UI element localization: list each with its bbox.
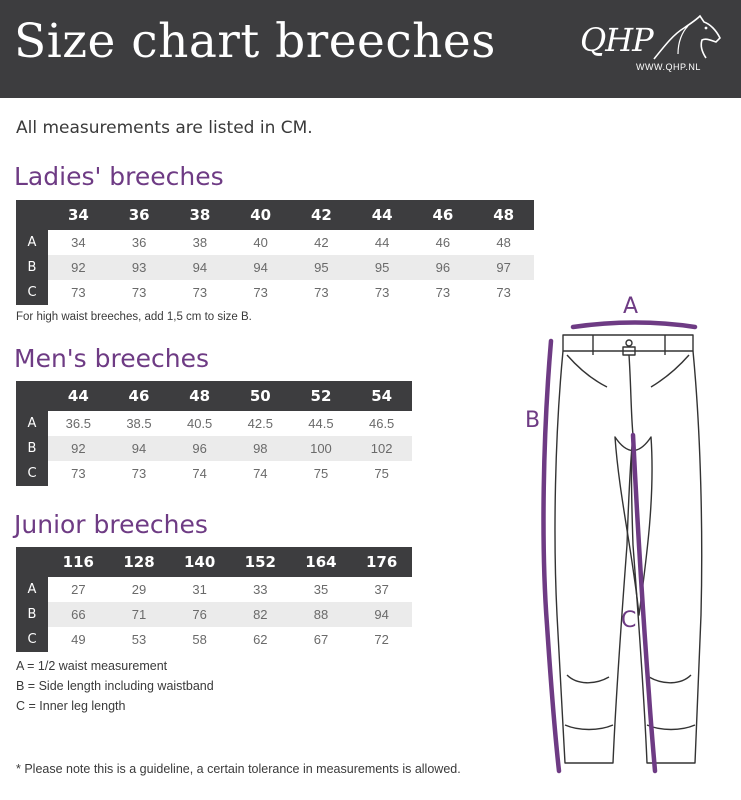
belt-loops bbox=[593, 335, 665, 355]
page-title: Size chart breeches bbox=[14, 14, 496, 69]
high-waist-note: For high waist breeches, add 1,5 cm to size B. bbox=[16, 311, 252, 323]
measurement-cell: 75 bbox=[374, 466, 389, 481]
measurement-cell: 73 bbox=[374, 285, 390, 300]
measurement-row-a bbox=[16, 577, 412, 602]
measurement-row-c bbox=[16, 461, 412, 486]
measurement-cell: 62 bbox=[253, 632, 268, 647]
corner-cell bbox=[16, 381, 48, 411]
measurement-cell: 42 bbox=[314, 235, 329, 250]
tolerance-disclaimer: * Please note this is a guideline, a certain tolerance in measurements is allowed. bbox=[16, 762, 461, 776]
measurement-cell: 74 bbox=[192, 466, 207, 481]
size-header-cell: 44 bbox=[352, 200, 413, 230]
horse-head-icon bbox=[644, 14, 724, 64]
measurement-row-b bbox=[16, 602, 412, 627]
row-label: A bbox=[16, 577, 48, 602]
fly-stitch bbox=[629, 355, 633, 435]
size-header-row bbox=[16, 200, 534, 230]
measurement-row-a bbox=[16, 411, 412, 436]
row-label: C bbox=[16, 627, 48, 652]
measurement-cell: 96 bbox=[169, 436, 230, 461]
measurement-cell: 75 bbox=[313, 466, 329, 481]
measure-b-line bbox=[544, 341, 559, 771]
measurement-cell: 94 bbox=[230, 255, 291, 280]
waist-button bbox=[626, 340, 632, 346]
measurement-cell: 27 bbox=[71, 582, 86, 597]
measurement-cell: 73 bbox=[71, 466, 86, 481]
breeches-illustration bbox=[515, 285, 725, 780]
logo-url: WWW.QHP.NL bbox=[636, 62, 701, 72]
legend-item-c: C = Inner leg length bbox=[16, 699, 126, 713]
measurement-cell: 38 bbox=[192, 235, 208, 250]
mens-size-table bbox=[16, 381, 412, 486]
measurement-cell: 71 bbox=[109, 602, 170, 627]
measurement-cell: 36.5 bbox=[65, 416, 91, 431]
size-header-row bbox=[16, 381, 412, 411]
measurement-cell: 94 bbox=[109, 436, 170, 461]
measurement-cell: 93 bbox=[109, 255, 170, 280]
measurement-cell: 95 bbox=[352, 255, 413, 280]
left-pocket bbox=[567, 355, 607, 387]
qhp-logo bbox=[574, 14, 724, 78]
size-header-cell: 38 bbox=[170, 200, 231, 230]
measurement-row-b bbox=[16, 436, 412, 461]
measurement-cell: 58 bbox=[192, 632, 207, 647]
intro-text: All measurements are listed in CM. bbox=[16, 118, 313, 138]
size-header-cell: 50 bbox=[230, 381, 291, 411]
measure-a-label: A bbox=[623, 294, 639, 319]
measurement-cell: 46 bbox=[435, 235, 451, 250]
left-leg-outline bbox=[555, 351, 633, 763]
measurement-cell: 73 bbox=[253, 285, 268, 300]
measurement-cell: 38.5 bbox=[126, 416, 152, 431]
measurement-cell: 76 bbox=[169, 602, 230, 627]
measurement-cell: 88 bbox=[291, 602, 352, 627]
measurement-row-a bbox=[16, 230, 534, 255]
size-header-cell: 140 bbox=[169, 547, 230, 577]
measurement-row-b bbox=[16, 255, 534, 280]
size-header-cell: 48 bbox=[473, 200, 534, 230]
measurement-cell: 49 bbox=[71, 632, 86, 647]
right-pocket bbox=[651, 355, 689, 387]
measurement-cell: 37 bbox=[374, 582, 389, 597]
measurement-cell: 42.5 bbox=[247, 416, 273, 431]
size-header-cell: 46 bbox=[413, 200, 474, 230]
measurement-cell: 44 bbox=[374, 235, 390, 250]
measurement-cell: 53 bbox=[131, 632, 147, 647]
row-label: A bbox=[16, 230, 48, 255]
measurement-cell: 97 bbox=[473, 255, 534, 280]
right-leg-outline bbox=[632, 351, 702, 763]
measurement-cell: 72 bbox=[374, 632, 389, 647]
measurement-cell: 94 bbox=[351, 602, 412, 627]
mens-title: Men's breeches bbox=[14, 344, 209, 373]
size-header-cell: 46 bbox=[109, 381, 170, 411]
calf-seam-left bbox=[567, 675, 609, 683]
row-label: B bbox=[16, 436, 48, 461]
cuff-right bbox=[647, 725, 695, 730]
calf-seam-right bbox=[649, 675, 691, 683]
measurement-row-c bbox=[16, 280, 534, 305]
size-header-cell: 176 bbox=[351, 547, 412, 577]
measurement-cell: 82 bbox=[230, 602, 291, 627]
measure-a-line bbox=[573, 323, 695, 328]
junior-size-table bbox=[16, 547, 412, 652]
measurement-cell: 40.5 bbox=[186, 416, 213, 431]
corner-cell bbox=[16, 547, 48, 577]
logo-text: QHP bbox=[580, 21, 653, 59]
size-header-row bbox=[16, 547, 412, 577]
measurement-legend bbox=[16, 656, 214, 716]
size-header-cell: 52 bbox=[291, 381, 352, 411]
size-header-cell: 44 bbox=[48, 381, 109, 411]
size-header-cell: 54 bbox=[351, 381, 412, 411]
row-label: B bbox=[16, 255, 48, 280]
measurement-cell: 67 bbox=[313, 632, 329, 647]
measurement-cell: 34 bbox=[71, 235, 86, 250]
measurement-cell: 100 bbox=[291, 436, 352, 461]
measurement-cell: 102 bbox=[351, 436, 412, 461]
cuff-left bbox=[565, 725, 613, 730]
row-label: A bbox=[16, 411, 48, 436]
waistband-outline bbox=[563, 335, 693, 351]
measurement-cell: 92 bbox=[48, 255, 109, 280]
measure-c-label: C bbox=[621, 608, 637, 633]
size-header-cell: 42 bbox=[291, 200, 352, 230]
row-label: B bbox=[16, 602, 48, 627]
size-header-cell: 128 bbox=[109, 547, 170, 577]
measurement-cell: 46.5 bbox=[368, 416, 395, 431]
legend-item-a: A = 1/2 waist measurement bbox=[16, 659, 168, 673]
size-header-cell: 164 bbox=[291, 547, 352, 577]
measurement-cell: 40 bbox=[253, 235, 268, 250]
measurement-cell: 36 bbox=[131, 235, 147, 250]
measurement-row-c bbox=[16, 627, 412, 652]
header-banner bbox=[0, 0, 741, 98]
size-header-cell: 34 bbox=[48, 200, 109, 230]
row-label: C bbox=[16, 280, 48, 305]
size-header-cell: 48 bbox=[169, 381, 230, 411]
measurement-cell: 29 bbox=[131, 582, 147, 597]
measurement-cell: 94 bbox=[170, 255, 231, 280]
size-header-cell: 40 bbox=[230, 200, 291, 230]
measurement-cell: 74 bbox=[253, 466, 268, 481]
measurement-cell: 73 bbox=[314, 285, 329, 300]
size-header-cell: 152 bbox=[230, 547, 291, 577]
measurement-cell: 96 bbox=[413, 255, 474, 280]
measurement-cell: 73 bbox=[496, 285, 511, 300]
measurement-cell: 44.5 bbox=[308, 416, 334, 431]
measurement-cell: 73 bbox=[131, 285, 147, 300]
measurement-cell: 73 bbox=[192, 285, 208, 300]
measurement-cell: 31 bbox=[192, 582, 207, 597]
measurement-cell: 95 bbox=[291, 255, 352, 280]
measurement-cell: 73 bbox=[131, 466, 147, 481]
measurement-cell: 66 bbox=[48, 602, 109, 627]
measurement-cell: 33 bbox=[253, 582, 268, 597]
junior-title: Junior breeches bbox=[14, 510, 208, 539]
legend-item-b: B = Side length including waistband bbox=[16, 679, 214, 693]
size-header-cell: 36 bbox=[109, 200, 170, 230]
ladies-title: Ladies' breeches bbox=[14, 162, 224, 191]
measurement-cell: 92 bbox=[48, 436, 109, 461]
row-label: C bbox=[16, 461, 48, 486]
measure-b-label: B bbox=[525, 408, 541, 433]
measurement-cell: 35 bbox=[313, 582, 329, 597]
measurement-cell: 73 bbox=[435, 285, 451, 300]
measurement-cell: 48 bbox=[496, 235, 511, 250]
ladies-size-table bbox=[16, 200, 534, 305]
measurement-cell: 73 bbox=[71, 285, 86, 300]
measurement-cell: 98 bbox=[230, 436, 291, 461]
corner-cell bbox=[16, 200, 48, 230]
size-header-cell: 116 bbox=[48, 547, 109, 577]
